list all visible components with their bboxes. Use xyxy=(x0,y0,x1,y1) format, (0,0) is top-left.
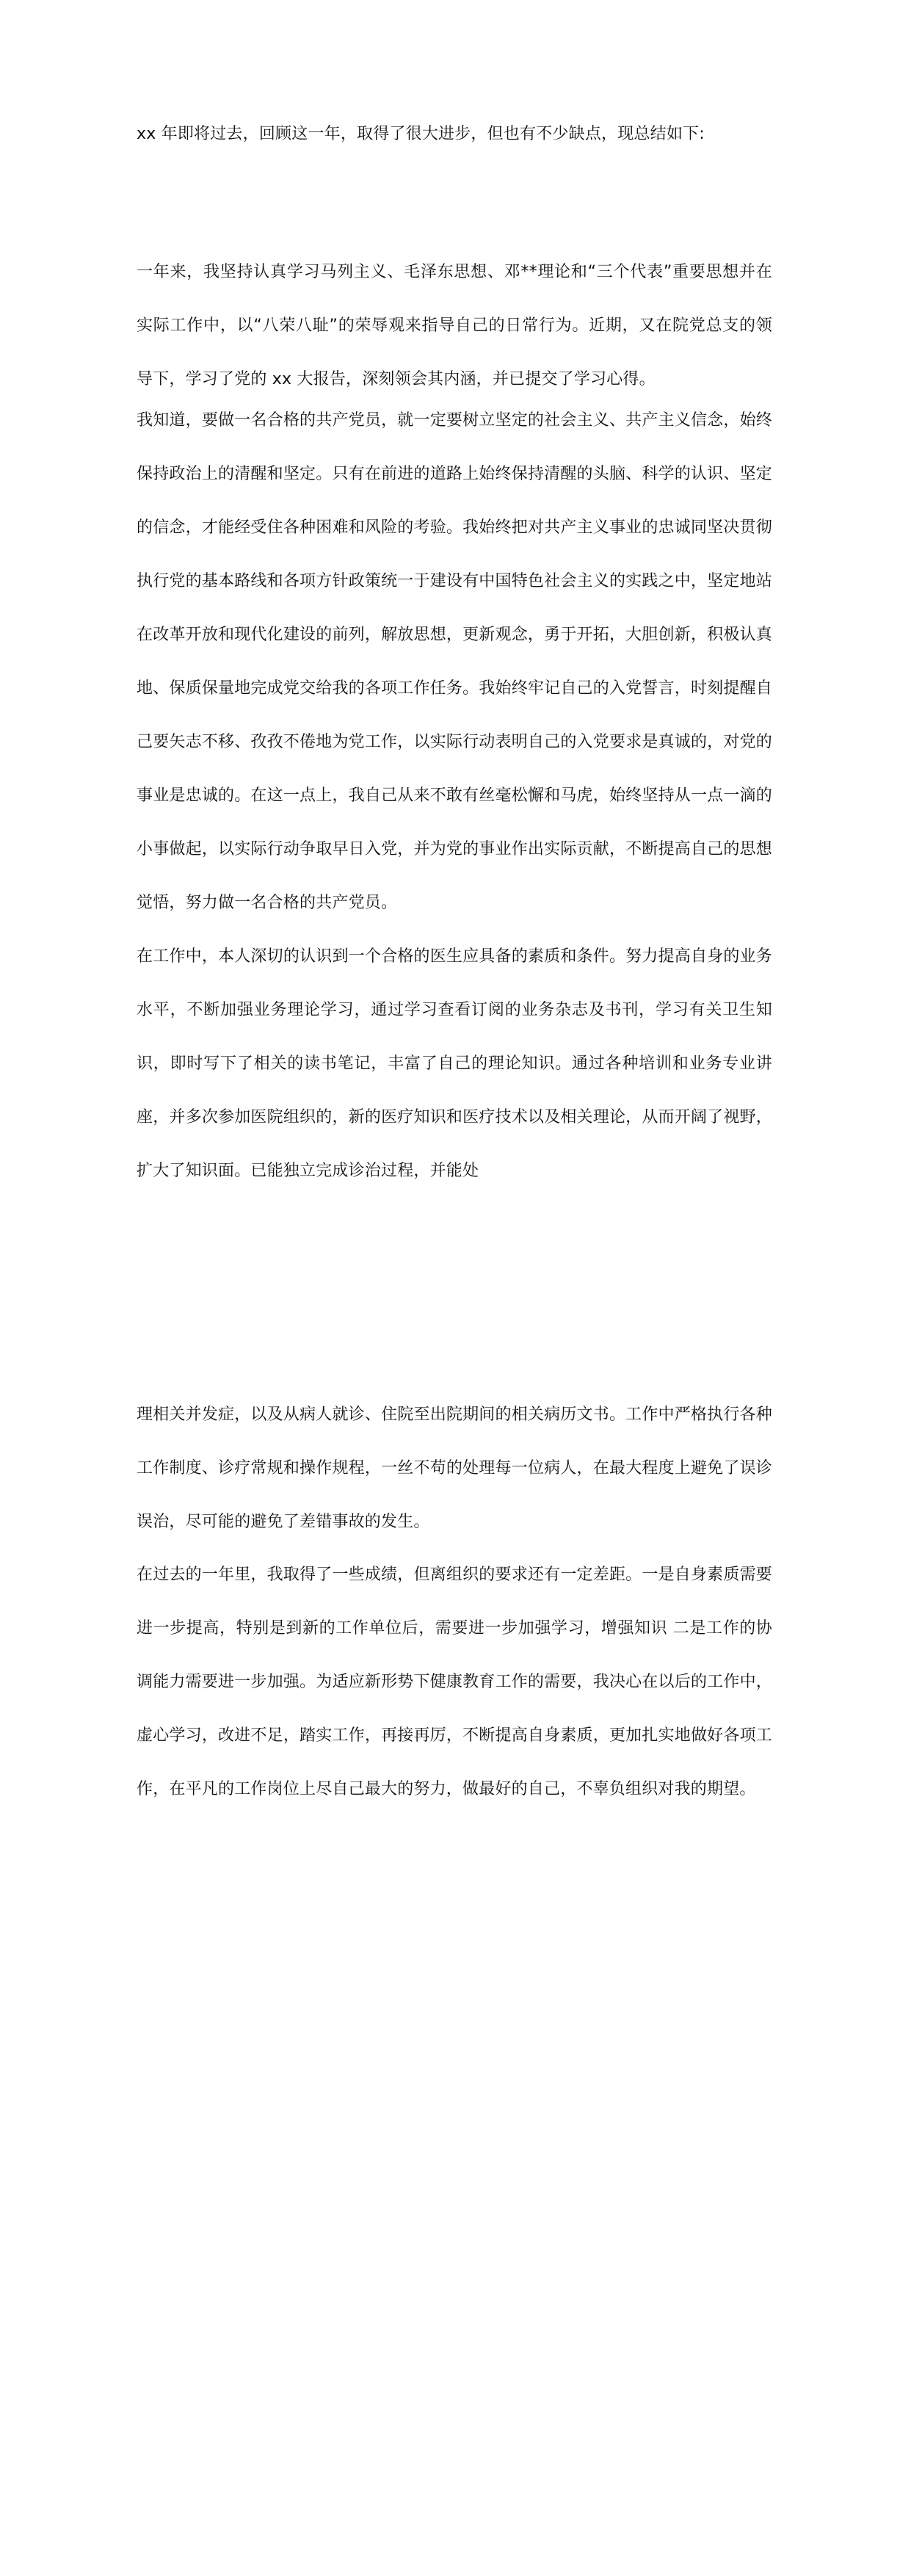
paragraph-text: xx 年即将过去，回顾这一年，取得了很大进步，但也有不少缺点，现总结如下: xyxy=(137,125,705,143)
paragraph-intro xyxy=(137,107,772,161)
paragraph-work-continued xyxy=(137,1388,772,1549)
paragraph-work xyxy=(137,930,772,1198)
paragraph-text: 在过去的一年里，我取得了一些成绩，但离组织的要求还有一定差距。一是自身素质需要进一步提高，特别是到新的工作单位后，需要进一步加强学习，增强知识 二是工作的协调能力需要进一步加强。为适应新形势下健康教育工作的需要，我决心在以后的工作中，虚心学习，改进不足，踏实工作，再接再厉，不断提高自身素质，更加扎实地做好各项工作，在平凡的工作岗位上尽自己最大的努力，做最好的自己，不辜负组织对我的期望。 xyxy=(137,1566,772,1798)
paragraph-text: 我知道，要做一名合格的共产党员，就一定要树立坚定的社会主义、共产主义信念，始终保持政治上的清醒和坚定。只有在前进的道路上始终保持清醒的头脑、科学的认识、坚定的信念，才能经受住各种困难和风险的考验。我始终把对共产主义事业的忠诚同坚决贯彻执行党的基本路线和各项方针政策统一于建设有中国特色社会主义的实践之中，坚定地站在改革开放和现代化建设的前列，解放思想，更新观念，勇于开拓，大胆创新，积极认真地、保质保量地完成党交给我的各项工作任务。我始终牢记自己的入党誓言，时刻提醒自己要矢志不移、孜孜不倦地为党工作，以实际行动表明自己的入党要求是真诚的，对党的事业是忠诚的。在这一点上，我自己从来不敢有丝毫松懈和马虎，始终坚持从一点一滴的小事做起，以实际行动争取早日入党，并为党的事业作出实际贡献，不断提高自己的思想觉悟，努力做一名合格的共产党员。 xyxy=(137,411,772,912)
paragraph-text: 在工作中，本人深切的认识到一个合格的医生应具备的素质和条件。努力提高自身的业务水平，不断加强业务理论学习，通过学习查看订阅的业务杂志及书刊，学习有关卫生知识，即时写下了相关的读书笔记，丰富了自己的理论知识。通过各种培训和业务专业讲座，并多次参加医院组织的，新的医疗知识和医疗技术以及相关理论，从而开阔了视野，扩大了知识面。已能独立完成诊治过程，并能处 xyxy=(137,947,772,1180)
paragraph-party-member xyxy=(137,394,772,930)
paragraph-study xyxy=(137,245,772,406)
paragraph-summary xyxy=(137,1548,772,1816)
paragraph-text: 理相关并发症，以及从病人就诊、住院至出院期间的相关病历文书。工作中严格执行各种工作制度、诊疗常规和操作规程，一丝不苟的处理每一位病人，在最大程度上避免了误诊误治，尽可能的避免了差错事故的发生。 xyxy=(137,1405,772,1531)
paragraph-text: 一年来，我坚持认真学习马列主义、毛泽东思想、邓**理论和“三个代表”重要思想并在实际工作中，以“八荣八耻”的荣辱观来指导自己的日常行为。近期，又在院党总支的领导下，学习了党的 xx 大报告，深刻领会其内涵，并已提交了学习心得。 xyxy=(137,263,772,388)
